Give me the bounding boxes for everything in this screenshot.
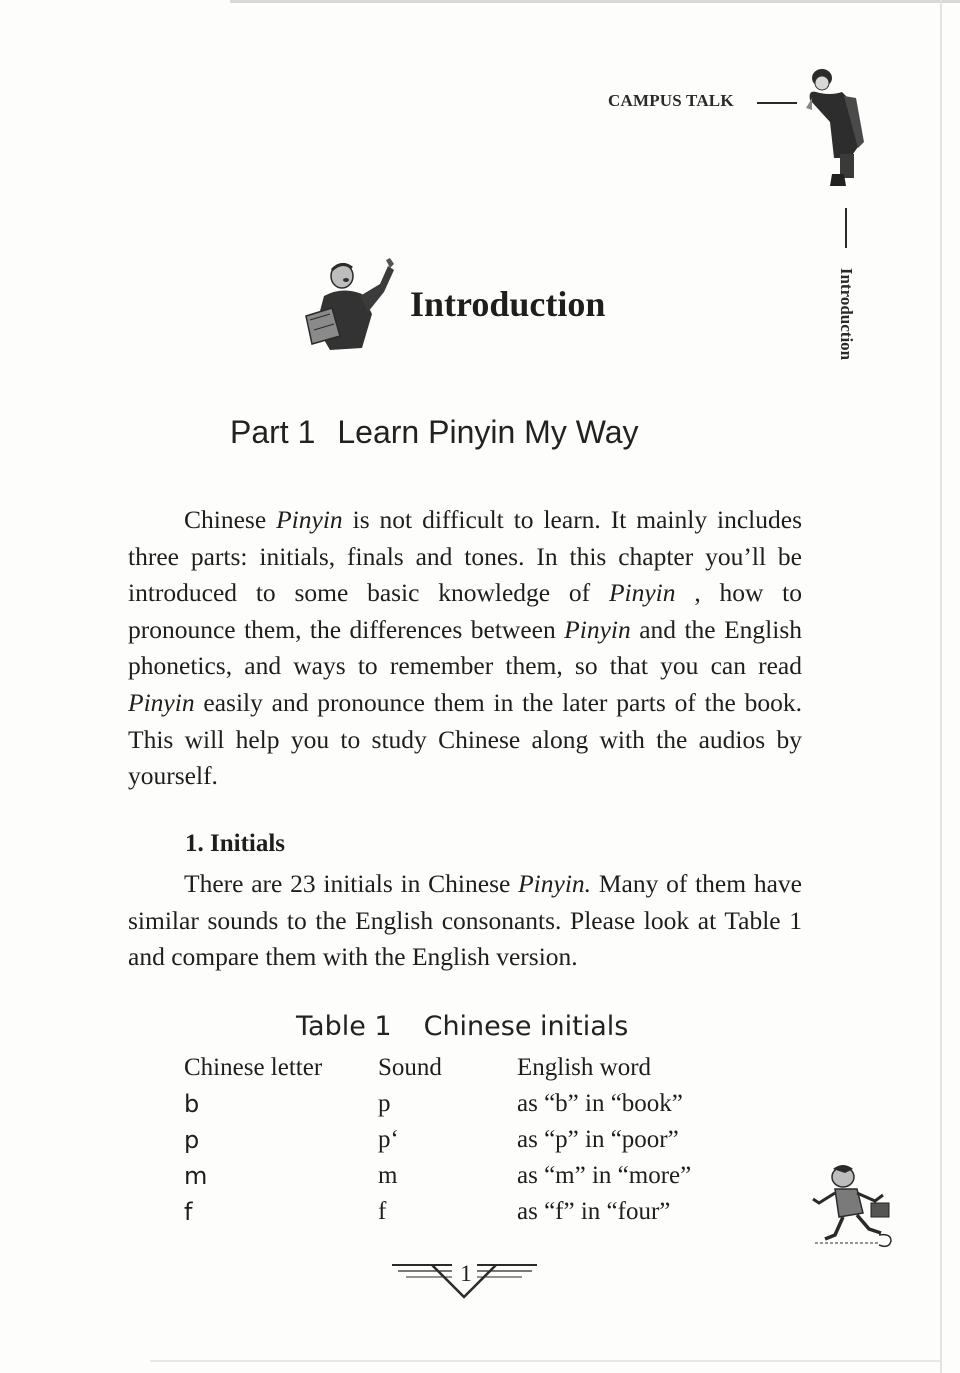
page-number: 1 [460, 1261, 472, 1286]
text-run: Chinese [184, 505, 277, 534]
chapter-side-tab [836, 208, 858, 361]
text-run: easily and pronounce them in the later parts of the book. This will help you to study Chinese along with the audios by yourself. [128, 687, 802, 791]
table-row [184, 1122, 691, 1158]
table-cell: pʻ [378, 1126, 399, 1153]
column-header: Chinese letter [184, 1054, 323, 1081]
text-run: , how to pronounce them, the differences between [128, 578, 803, 644]
part-heading: Learn Pinyin My Way [337, 414, 639, 450]
side-tab-label: Introduction [837, 267, 856, 361]
intro-paragraph [128, 502, 802, 795]
italic-term: Pinyin [608, 578, 676, 608]
page-right-edge [940, 0, 942, 1373]
running-student-illustration [805, 1155, 900, 1250]
table-cell: m [184, 1162, 208, 1190]
table-cell: p [378, 1090, 391, 1117]
column-header: English word [517, 1054, 652, 1081]
italic-term: Pinyin [564, 614, 631, 644]
table-row [184, 1194, 691, 1230]
text-run: There are 23 initials in Chinese [184, 869, 519, 898]
table-cell: as “b” in “book” [517, 1090, 683, 1117]
table-cell: as “p” in “poor” [517, 1126, 679, 1153]
table-number: Table 1 [296, 1011, 392, 1042]
italic-term: Pinyin. [518, 869, 592, 898]
table-cell: as “f” in “four” [517, 1198, 671, 1225]
part-label: Part 1 [230, 414, 316, 450]
table-cell: f [378, 1198, 387, 1225]
page-top-edge [230, 0, 960, 3]
table-cell: f [184, 1198, 193, 1226]
section-heading: 1. Initials [185, 830, 286, 857]
initials-table [184, 1050, 691, 1230]
teacher-lecturing-illustration [302, 256, 408, 356]
italic-term: Pinyin [276, 505, 343, 534]
table-cell: as “m” in “more” [517, 1162, 692, 1189]
scan-artifact-line [150, 1360, 940, 1362]
text-run: is not difficult to learn. It mainly includes three parts: initials, finals and tones. In this chapter you’ll be introduced to some basic knowledge of [128, 505, 802, 608]
table-caption [296, 1011, 628, 1042]
column-header: Sound [378, 1054, 442, 1081]
table-header-row [184, 1050, 691, 1086]
running-head-rule [757, 102, 797, 104]
table-cell: m [378, 1162, 398, 1189]
text-run: Many of them have similar sounds to the English consonants. Please look at Table 1 and compare them with the English version. [128, 869, 802, 972]
table-title: Chinese initials [423, 1011, 629, 1042]
text-run: and the English phonetics, and ways to remember them, so that you can read [128, 614, 802, 681]
chapter-title: Introduction [410, 284, 606, 324]
table-cell: p [184, 1126, 200, 1154]
side-tab-rule [845, 208, 847, 248]
initials-paragraph [128, 866, 802, 976]
italic-term: Pinyin [128, 687, 195, 717]
table-row [184, 1086, 691, 1122]
part-title [230, 414, 639, 451]
student-figure-illustration [800, 62, 870, 192]
running-head: CAMPUS TALK [608, 91, 734, 110]
table-cell: b [184, 1090, 200, 1118]
table-row [184, 1158, 691, 1194]
